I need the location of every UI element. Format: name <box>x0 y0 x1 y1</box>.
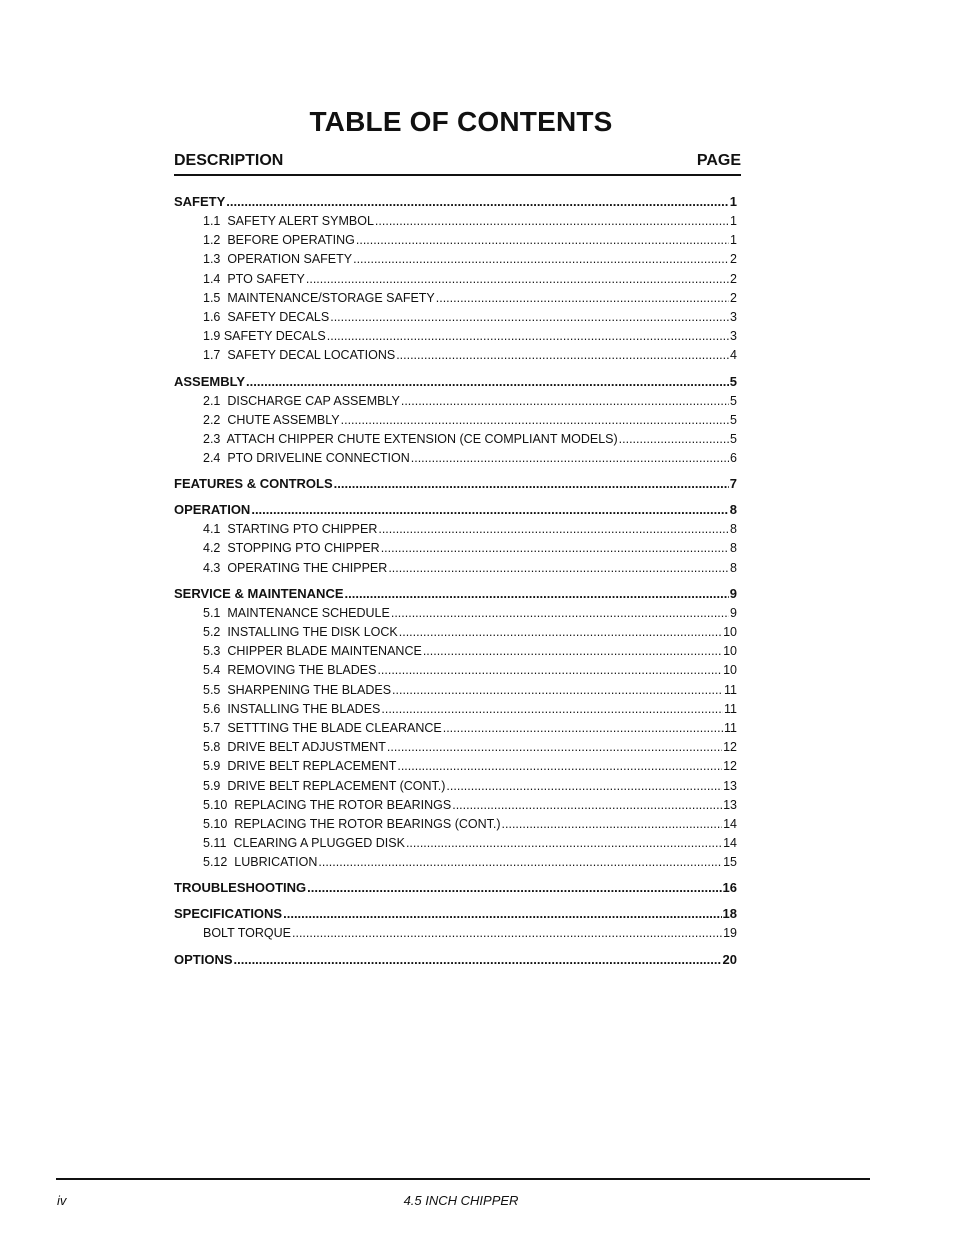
toc-subsection-label: BOLT TORQUE <box>203 926 291 941</box>
dot-leader <box>378 520 729 539</box>
toc-section-page: 1 <box>729 194 737 209</box>
toc-subsection-label: 5.12 LUBRICATION <box>203 855 318 870</box>
toc-subsection-page: 10 <box>723 663 737 678</box>
toc-subsection-label: 1.7 SAFETY DECAL LOCATIONS <box>203 348 396 363</box>
footer-title: 4.5 INCH CHIPPER <box>403 1193 519 1208</box>
toc-subsection-page: 6 <box>730 451 737 466</box>
toc-section-entry[interactable] <box>174 950 737 970</box>
dot-leader <box>226 192 728 212</box>
dot-leader <box>399 623 722 642</box>
toc-subsection-entry[interactable] <box>174 604 737 623</box>
dot-leader <box>436 289 729 308</box>
toc-subsection-entry[interactable] <box>174 392 737 411</box>
dot-leader <box>381 539 729 558</box>
toc-subsection-entry[interactable] <box>174 539 737 558</box>
toc-subsection-entry[interactable] <box>174 308 737 327</box>
toc-subsection-label: 2.1 DISCHARGE CAP ASSEMBLY <box>203 393 400 408</box>
dot-leader <box>406 834 722 853</box>
toc-subsection-entry[interactable] <box>174 738 737 757</box>
toc-subsection-entry[interactable] <box>174 661 737 680</box>
toc-subsection-entry[interactable] <box>174 924 737 943</box>
dot-leader <box>234 950 722 970</box>
dot-leader <box>396 346 729 365</box>
toc-subsection-label: 2.4 PTO DRIVELINE CONNECTION <box>203 451 410 466</box>
dot-leader <box>387 738 722 757</box>
dot-leader <box>423 642 722 661</box>
dot-leader <box>307 878 721 898</box>
toc-subsection-label: 4.3 OPERATING THE CHIPPER <box>203 560 388 575</box>
toc-section-entry[interactable] <box>174 474 737 494</box>
toc-subsection-label: 1.3 OPERATION SAFETY <box>203 252 353 267</box>
toc-subsection-page: 13 <box>723 797 737 812</box>
dot-leader <box>411 449 729 468</box>
dot-leader <box>388 559 729 578</box>
toc-section-entry[interactable] <box>174 500 737 520</box>
toc-subsection-entry[interactable] <box>174 681 737 700</box>
toc-section-page: 18 <box>722 906 737 922</box>
toc-subsection-entry[interactable] <box>174 346 737 365</box>
toc-subsection-page: 1 <box>730 214 737 228</box>
toc-subsection-entry[interactable] <box>174 815 737 834</box>
toc-section-page: 20 <box>722 951 737 967</box>
toc-subsection-entry[interactable] <box>174 719 737 738</box>
toc-subsection-label: 1.6 SAFETY DECALS <box>203 309 330 324</box>
toc-subsection-label: 5.9 DRIVE BELT REPLACEMENT (CONT.) <box>203 778 446 793</box>
toc-section-label: SERVICE & MAINTENANCE <box>174 585 344 601</box>
dot-leader <box>401 392 729 411</box>
toc-subsection-entry[interactable] <box>174 327 737 346</box>
toc-subsection-page: 15 <box>723 855 737 870</box>
dot-leader <box>251 500 728 520</box>
toc-subsection-entry[interactable] <box>174 777 737 796</box>
toc-subsection-entry[interactable] <box>174 449 737 468</box>
toc-subsection-label: 5.3 CHIPPER BLADE MAINTENANCE <box>203 644 422 659</box>
toc-subsection-label: 5.10 REPLACING THE ROTOR BEARINGS <box>203 797 452 812</box>
toc-subsection-page: 8 <box>730 560 737 575</box>
dot-leader <box>452 796 722 815</box>
dot-leader <box>619 430 729 449</box>
toc-subsection-page: 11 <box>724 720 737 735</box>
dot-leader <box>502 815 723 834</box>
table-of-contents <box>174 192 737 970</box>
dot-leader <box>397 757 722 776</box>
toc-subsection-label: 5.10 REPLACING THE ROTOR BEARINGS (CONT.) <box>203 816 501 831</box>
toc-subsection-label: 2.2 CHUTE ASSEMBLY <box>203 412 340 427</box>
dot-leader <box>353 250 729 269</box>
toc-subsection-entry[interactable] <box>174 250 737 269</box>
toc-section-label: OPTIONS <box>174 951 233 967</box>
toc-subsection-entry[interactable] <box>174 231 737 250</box>
toc-section-label: ASSEMBLY <box>174 373 246 389</box>
toc-subsection-label: 5.9 DRIVE BELT REPLACEMENT <box>203 759 397 774</box>
description-column-header: DESCRIPTION <box>174 152 284 169</box>
toc-subsection-page: 5 <box>730 412 737 427</box>
dot-leader <box>446 777 722 796</box>
toc-subsection-entry[interactable] <box>174 411 737 430</box>
toc-subsection-label: 5.4 REMOVING THE BLADES <box>203 663 377 678</box>
dot-leader <box>283 904 721 924</box>
toc-section-entry[interactable] <box>174 372 737 392</box>
toc-subsection-page: 4 <box>730 348 737 363</box>
toc-subsection-entry[interactable] <box>174 289 737 308</box>
toc-subsection-entry[interactable] <box>174 757 737 776</box>
toc-subsection-entry[interactable] <box>174 559 737 578</box>
toc-section-page: 5 <box>729 373 737 389</box>
toc-subsection-label: 5.2 INSTALLING THE DISK LOCK <box>203 625 398 639</box>
toc-subsection-page: 11 <box>724 682 737 697</box>
dot-leader <box>318 853 722 872</box>
toc-subsection-page: 9 <box>730 605 737 620</box>
toc-subsection-entry[interactable] <box>174 212 737 231</box>
footer-divider <box>56 1178 870 1180</box>
toc-subsection-label: 1.2 BEFORE OPERATING <box>203 233 355 248</box>
dot-leader <box>391 604 729 623</box>
footer-page-number: iv <box>57 1193 67 1208</box>
toc-subsection-entry[interactable] <box>174 796 737 815</box>
dot-leader <box>327 327 729 346</box>
toc-subsection-page: 5 <box>730 431 737 446</box>
toc-section-page: 8 <box>729 502 737 518</box>
toc-section-entry[interactable] <box>174 904 737 924</box>
toc-subsection-entry[interactable] <box>174 430 737 449</box>
toc-subsection-page: 11 <box>724 701 737 716</box>
dot-leader <box>443 719 723 738</box>
toc-subsection-page: 8 <box>730 541 737 556</box>
dot-leader <box>306 270 729 289</box>
toc-subsection-page: 12 <box>723 740 737 755</box>
toc-subsection-label: 5.8 DRIVE BELT ADJUSTMENT <box>203 740 386 755</box>
toc-subsection-entry[interactable] <box>174 853 737 872</box>
toc-subsection-page: 2 <box>730 271 737 286</box>
toc-subsection-label: 5.11 CLEARING A PLUGGED DISK <box>203 836 405 851</box>
toc-section-entry[interactable] <box>174 192 737 212</box>
toc-subsection-label: 2.3 ATTACH CHIPPER CHUTE EXTENSION (CE COMPLIANT MODELS) <box>203 431 618 446</box>
toc-section-label: SPECIFICATIONS <box>174 906 283 922</box>
dot-leader <box>246 372 729 392</box>
toc-subsection-entry[interactable] <box>174 623 737 642</box>
toc-subsection-page: 3 <box>730 329 737 344</box>
toc-subsection-page: 10 <box>723 644 737 659</box>
toc-subsection-page: 14 <box>723 836 737 851</box>
toc-section-entry[interactable] <box>174 878 737 898</box>
page-title: TABLE OF CONTENTS <box>309 106 613 137</box>
toc-subsection-entry[interactable] <box>174 270 737 289</box>
toc-subsection-label: 1.1 SAFETY ALERT SYMBOL <box>203 214 374 228</box>
toc-subsection-page: 13 <box>723 778 737 793</box>
toc-section-label: TROUBLESHOOTING <box>174 880 307 896</box>
dot-leader <box>381 700 723 719</box>
toc-subsection-entry[interactable] <box>174 520 737 539</box>
toc-subsection-label: 4.2 STOPPING PTO CHIPPER <box>203 541 380 556</box>
dot-leader <box>392 681 723 700</box>
toc-subsection-label: 1.9 SAFETY DECALS <box>203 329 326 344</box>
toc-section-entry[interactable] <box>174 584 737 604</box>
toc-header <box>174 152 741 176</box>
toc-subsection-page: 8 <box>730 522 737 537</box>
toc-subsection-entry[interactable] <box>174 834 737 853</box>
toc-subsection-page: 5 <box>730 393 737 408</box>
toc-section-page: 16 <box>722 880 737 896</box>
toc-section-label: SAFETY <box>174 194 226 209</box>
dot-leader <box>345 584 729 604</box>
toc-subsection-entry[interactable] <box>174 642 737 661</box>
toc-section-label: FEATURES & CONTROLS <box>174 476 333 492</box>
toc-section-page: 7 <box>729 476 737 492</box>
toc-section-page: 9 <box>729 585 737 601</box>
toc-subsection-page: 2 <box>730 290 737 305</box>
toc-subsection-label: 1.4 PTO SAFETY <box>203 271 305 286</box>
toc-subsection-label: 5.7 SETTTING THE BLADE CLEARANCE <box>203 720 442 735</box>
toc-subsection-label: 5.5 SHARPENING THE BLADES <box>203 682 392 697</box>
toc-subsection-label: 4.1 STARTING PTO CHIPPER <box>203 522 378 537</box>
dot-leader <box>356 231 729 250</box>
toc-subsection-entry[interactable] <box>174 700 737 719</box>
toc-subsection-label: 1.5 MAINTENANCE/STORAGE SAFETY <box>203 290 435 305</box>
toc-section-label: OPERATION <box>174 502 251 518</box>
toc-subsection-page: 14 <box>723 816 737 831</box>
toc-subsection-label: 5.6 INSTALLING THE BLADES <box>203 701 381 716</box>
dot-leader <box>341 411 729 430</box>
dot-leader <box>292 924 722 943</box>
toc-subsection-page: 19 <box>723 926 737 941</box>
dot-leader <box>377 661 722 680</box>
toc-subsection-page: 1 <box>730 233 737 248</box>
dot-leader <box>334 474 729 494</box>
page-column-header: PAGE <box>696 152 741 169</box>
toc-subsection-page: 12 <box>723 759 737 774</box>
toc-subsection-label: 5.1 MAINTENANCE SCHEDULE <box>203 605 390 620</box>
toc-subsection-page: 3 <box>730 309 737 324</box>
toc-subsection-page: 2 <box>730 252 737 267</box>
toc-subsection-page: 10 <box>723 625 737 639</box>
dot-leader <box>375 212 729 231</box>
dot-leader <box>330 308 729 327</box>
